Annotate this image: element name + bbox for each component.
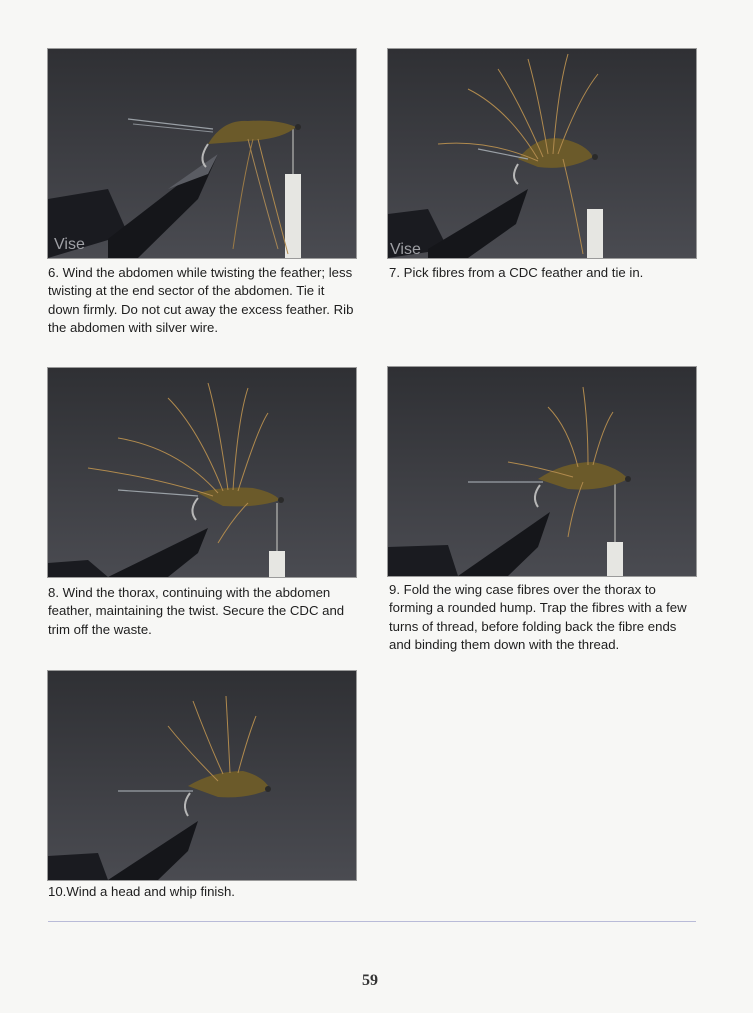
step-7-photo xyxy=(388,49,696,258)
fly-photo-illustration xyxy=(48,671,356,880)
step-8-caption: 8. Wind the thorax, continuing with the abdomen feather, maintaining the twist. Secure the CDC and trim off the waste. xyxy=(48,585,345,637)
step-9-caption: 9. Fold the wing case fibres over the thorax to forming a rounded hump. Trap the fibres with a few turns of thread, before folding back the fibre ends and binding them down with the thread. xyxy=(389,582,687,653)
step-9-photo xyxy=(388,367,696,576)
step-10-caption: 10.Wind a head and whip finish. xyxy=(48,884,235,899)
page-number: 59 xyxy=(362,972,378,989)
fly-photo-illustration xyxy=(48,49,356,258)
step-10-photo xyxy=(48,671,356,880)
step-7-caption: 7. Pick fibres from a CDC feather and tie in. xyxy=(389,265,644,280)
step-8-photo xyxy=(48,368,356,577)
fly-photo-illustration xyxy=(48,368,356,577)
step-6-caption: 6. Wind the abdomen while twisting the feather; less twisting at the end sector of the abdomen. Tie it down firmly. Do not cut away the excess feather. Rib the abdomen with silver wire. xyxy=(48,265,354,336)
fly-photo-illustration xyxy=(388,49,696,258)
step-6-photo xyxy=(48,49,356,258)
footer-divider xyxy=(48,921,696,922)
fly-photo-illustration xyxy=(388,367,696,576)
vise-brand-label: Vise xyxy=(54,236,85,253)
vise-brand-label: Vise xyxy=(390,241,421,258)
